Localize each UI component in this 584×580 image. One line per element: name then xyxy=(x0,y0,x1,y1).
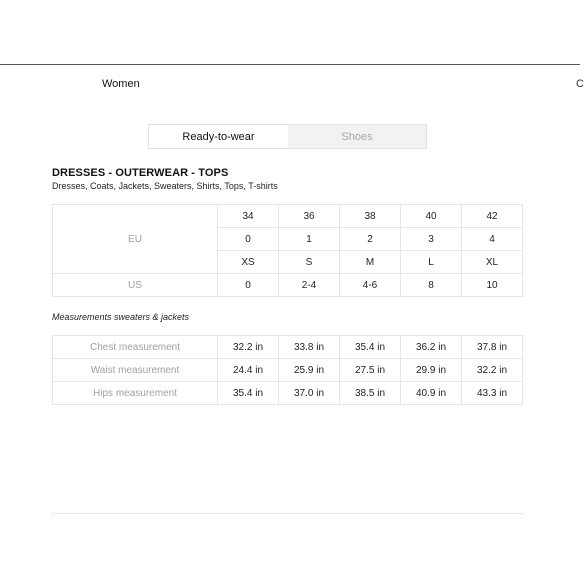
clipped-edge-label: C xyxy=(576,78,584,90)
section-subtitle: Dresses, Coats, Jackets, Sweaters, Shirts, Tops, T-shirts xyxy=(52,181,278,191)
table-row xyxy=(53,205,523,228)
table-cell: 40.9 in xyxy=(401,382,462,405)
chest-measurement-label: Chest measurement xyxy=(53,336,218,359)
table-cell: 35.4 in xyxy=(340,336,401,359)
table-cell: 1 xyxy=(279,228,340,251)
table-cell: S xyxy=(279,251,340,274)
table-cell: 8 xyxy=(401,274,462,297)
table-cell: 32.2 in xyxy=(462,359,523,382)
table-cell: 34 xyxy=(218,205,279,228)
table-row xyxy=(53,336,523,359)
table-cell: 38 xyxy=(340,205,401,228)
us-row-label: US xyxy=(53,274,218,297)
table-cell: 40 xyxy=(401,205,462,228)
gender-label-women[interactable]: Women xyxy=(102,78,140,90)
category-tabs xyxy=(148,124,427,149)
section-title: DRESSES - OUTERWEAR - TOPS xyxy=(52,167,229,179)
table-cell: 2-4 xyxy=(279,274,340,297)
table-cell: 37.8 in xyxy=(462,336,523,359)
table-row xyxy=(53,274,523,297)
table-cell: 0 xyxy=(218,228,279,251)
bottom-divider xyxy=(52,513,523,514)
table-cell: 38.5 in xyxy=(340,382,401,405)
table-cell: XL xyxy=(462,251,523,274)
table-cell: 36.2 in xyxy=(401,336,462,359)
table-row xyxy=(53,382,523,405)
table-cell: 10 xyxy=(462,274,523,297)
measurements-table xyxy=(52,335,523,405)
measurements-note: Measurements sweaters & jackets xyxy=(52,312,190,322)
table-cell: 33.8 in xyxy=(279,336,340,359)
table-cell: XS xyxy=(218,251,279,274)
eu-row-label: EU xyxy=(53,205,218,274)
table-cell: 29.9 in xyxy=(401,359,462,382)
header-divider xyxy=(0,64,580,65)
waist-measurement-label: Waist measurement xyxy=(53,359,218,382)
tab-ready-to-wear[interactable]: Ready-to-wear xyxy=(149,125,288,148)
table-cell: 0 xyxy=(218,274,279,297)
table-cell: 36 xyxy=(279,205,340,228)
table-cell: L xyxy=(401,251,462,274)
table-cell: M xyxy=(340,251,401,274)
table-cell: 27.5 in xyxy=(340,359,401,382)
table-cell: 37.0 in xyxy=(279,382,340,405)
table-cell: 24.4 in xyxy=(218,359,279,382)
table-cell: 32.2 in xyxy=(218,336,279,359)
table-cell: 4-6 xyxy=(340,274,401,297)
table-cell: 35.4 in xyxy=(218,382,279,405)
table-cell: 42 xyxy=(462,205,523,228)
table-row xyxy=(53,359,523,382)
tab-shoes[interactable]: Shoes xyxy=(288,125,426,148)
table-cell: 43.3 in xyxy=(462,382,523,405)
table-cell: 3 xyxy=(401,228,462,251)
hips-measurement-label: Hips measurement xyxy=(53,382,218,405)
table-cell: 4 xyxy=(462,228,523,251)
table-cell: 2 xyxy=(340,228,401,251)
size-conversion-table xyxy=(52,204,523,297)
table-cell: 25.9 in xyxy=(279,359,340,382)
